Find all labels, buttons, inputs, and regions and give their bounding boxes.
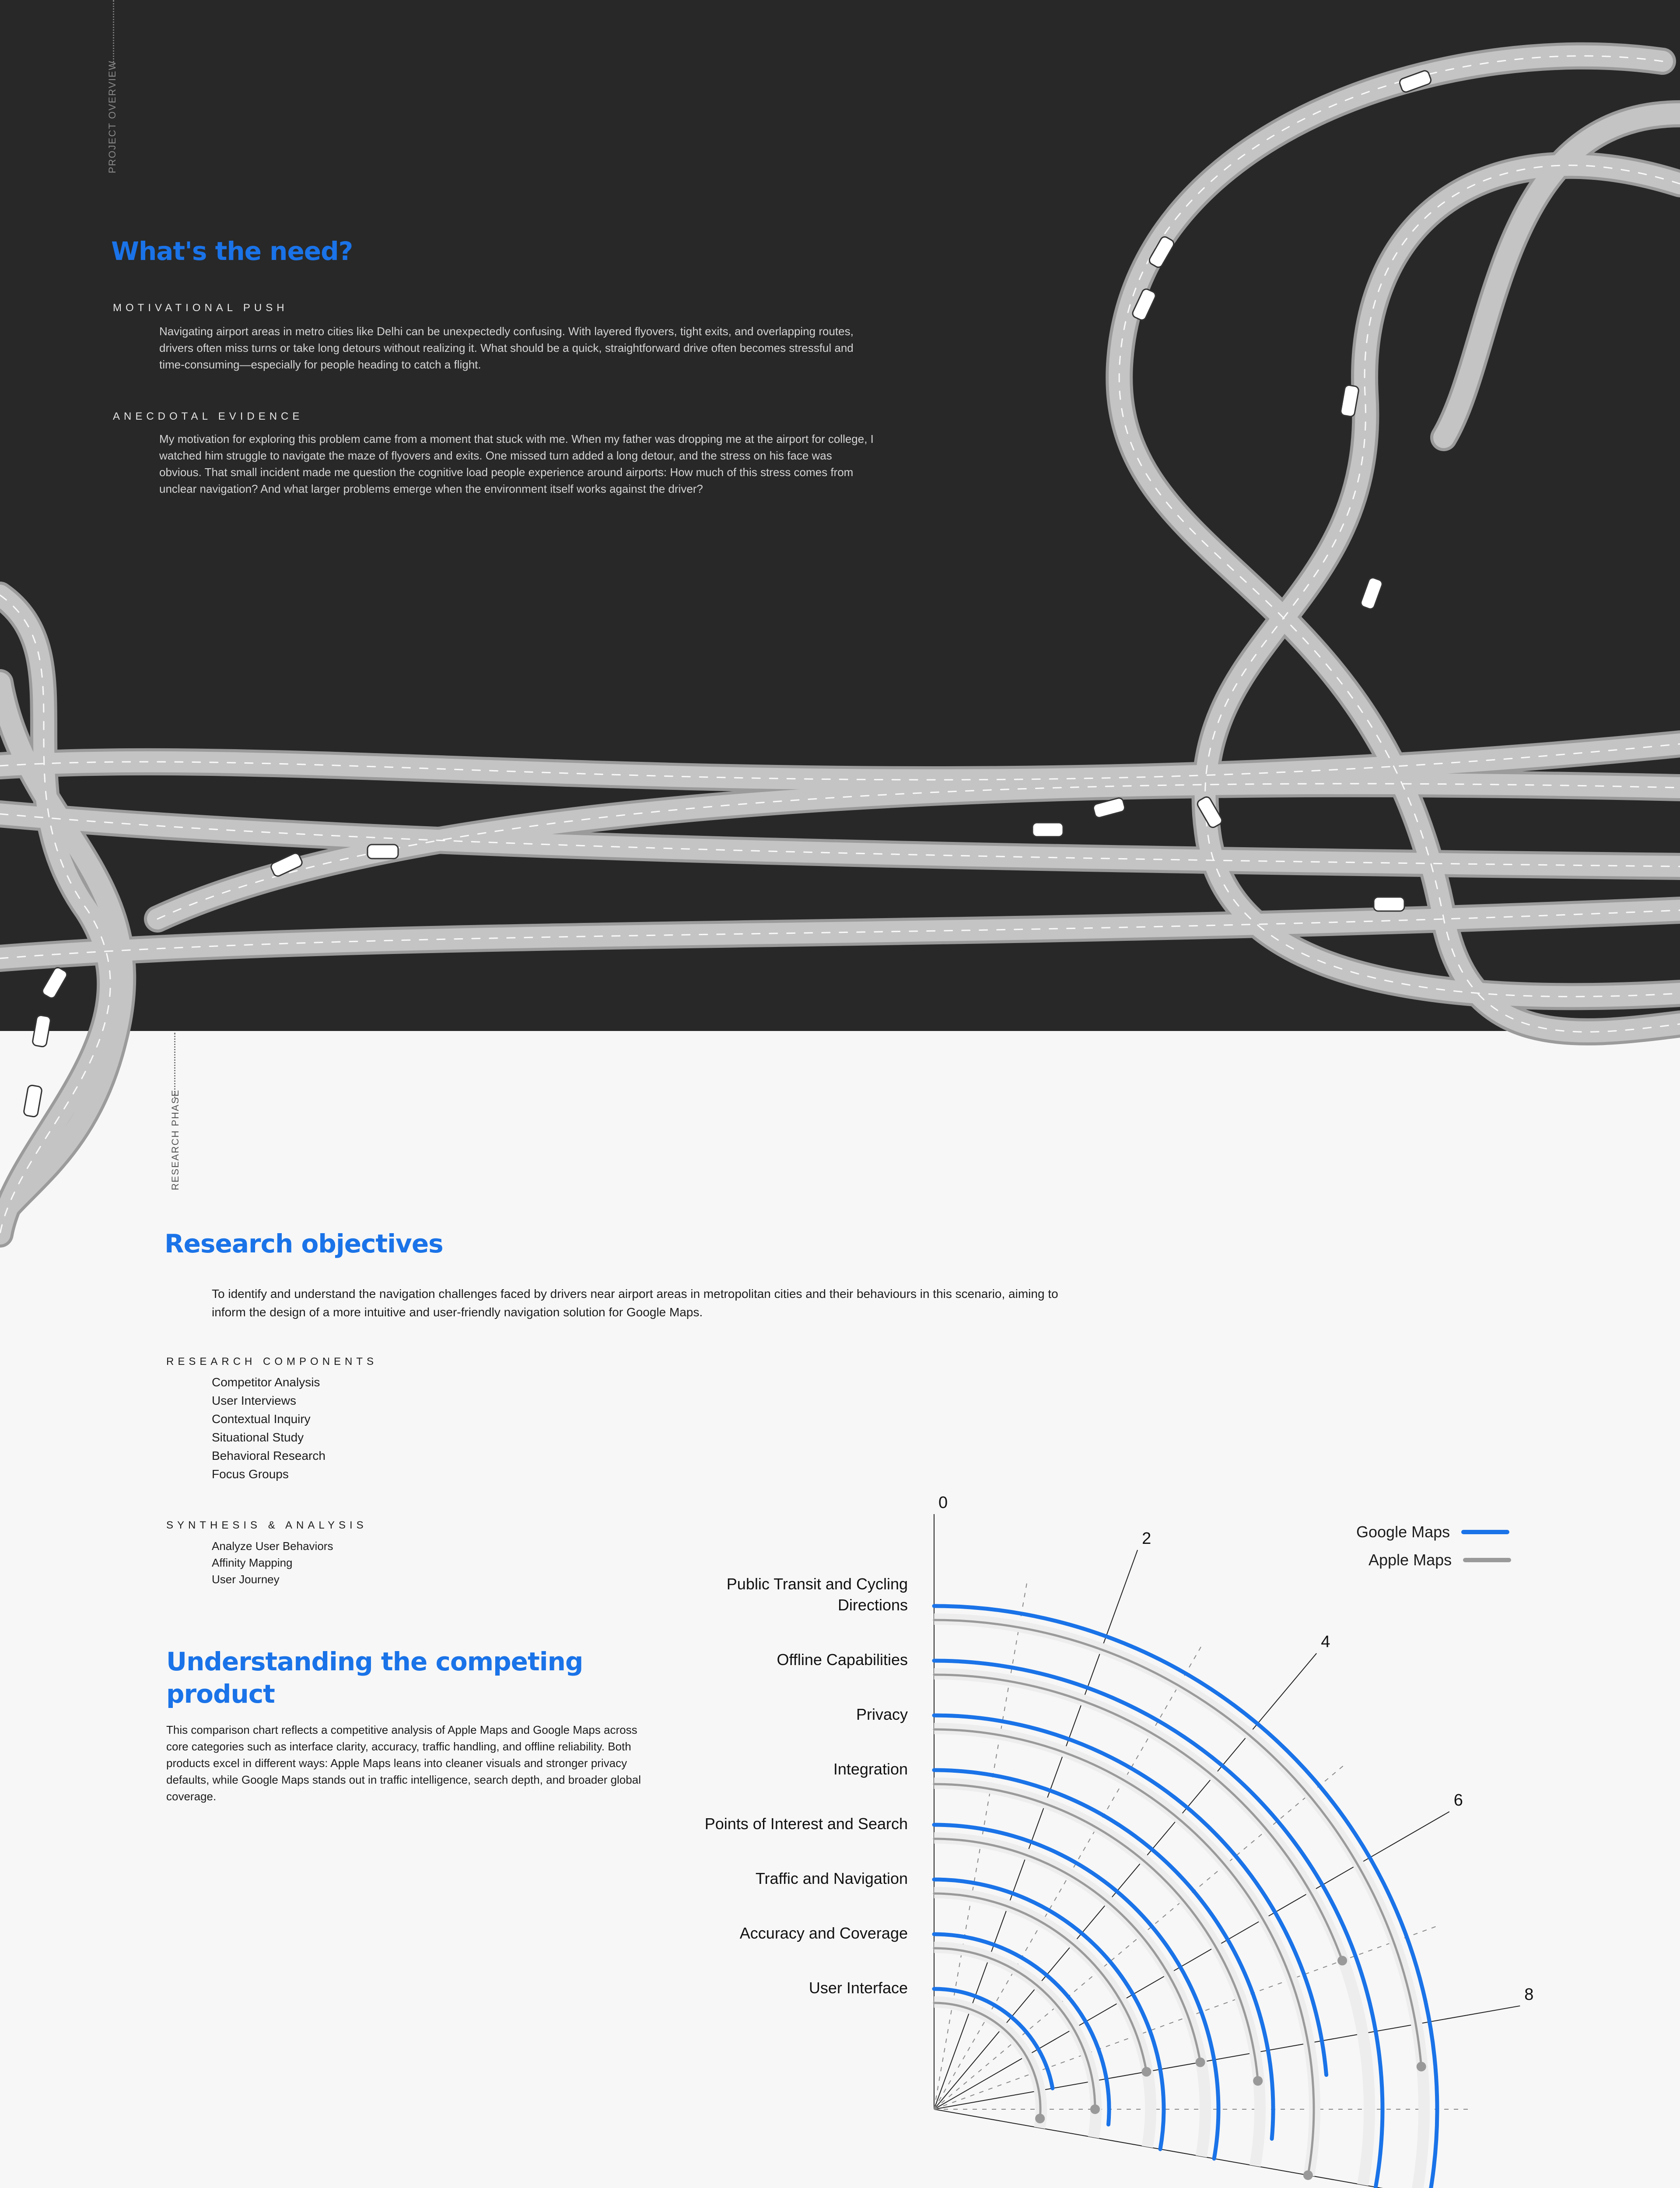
legend-google xyxy=(1356,1523,1509,1541)
apple-endpoint xyxy=(1417,2062,1426,2072)
apple-endpoint xyxy=(1090,2104,1100,2114)
legend-google-label: Google Maps xyxy=(1356,1523,1450,1541)
apple-endpoint xyxy=(1303,2170,1313,2180)
list-item: Affinity Mapping xyxy=(212,1556,293,1569)
apple-endpoint xyxy=(1196,2058,1205,2067)
research-phase-rule xyxy=(174,1033,175,1098)
category-label: User Interface xyxy=(808,1979,908,1997)
list-item: Contextual Inquiry xyxy=(212,1412,311,1426)
category-label: Privacy xyxy=(856,1705,908,1723)
list-item: Situational Study xyxy=(212,1431,304,1444)
page-title: What's the need? xyxy=(111,236,353,266)
list-item: Focus Groups xyxy=(212,1467,289,1481)
apple-endpoint xyxy=(1337,1956,1347,1965)
category-label: Offline Capabilities xyxy=(777,1651,908,1669)
category-label: Integration xyxy=(833,1760,908,1778)
legend-google-swatch xyxy=(1461,1530,1509,1534)
anecdotal-eyebrow: ANECDOTAL EVIDENCE xyxy=(113,410,304,422)
tick-label: 0 xyxy=(938,1494,948,1512)
legend-apple-swatch xyxy=(1463,1558,1511,1562)
tick-label: 6 xyxy=(1453,1791,1463,1809)
motivational-text: Navigating airport areas in metro cities like Delhi can be unexpectedly confusing. With layered flyovers, tight exits, and overlapping routes, drivers often miss turns or take long detours without realizing it. What should be a quick, straightforward drive often becomes stressful and time-consuming—especially for people heading to catch a flight. xyxy=(159,325,854,371)
research-objective-text: To identify and understand the navigation challenges faced by drivers near airport areas in metropolitan cities and their behaviours in this scenario, aiming to inform the design of a more intuitive and user-friendly navigation solution for Google Maps. xyxy=(212,1287,1058,1319)
legend-apple xyxy=(1368,1551,1511,1569)
category-label: Public Transit and Cycling Directions xyxy=(726,1575,908,1614)
research-phase-label: RESEARCH PHASE xyxy=(170,1089,181,1190)
list-item: Competitor Analysis xyxy=(212,1375,320,1389)
radial-chart-svg xyxy=(691,1494,1540,2188)
synthesis-eyebrow: SYNTHESIS & ANALYSIS xyxy=(166,1519,368,1531)
tick-label: 4 xyxy=(1321,1633,1330,1652)
competing-product-text: This comparison chart reflects a competitive analysis of Apple Maps and Google Maps across core categories such as interface clarity, accuracy, traffic handling, and offline reliability. Both products excel in different ways: Apple Maps leans into cleaner visuals and stronger privacy defaults, while Google Maps stands out in traffic intelligence, search depth, and broader global coverage. xyxy=(166,1723,641,1803)
research-components-eyebrow: RESEARCH COMPONENTS xyxy=(166,1356,378,1368)
legend-apple-label: Apple Maps xyxy=(1368,1551,1452,1569)
competing-product-heading: Understanding the competing product xyxy=(166,1647,583,1709)
tick-label: 8 xyxy=(1524,1985,1534,2004)
list-item: User Interviews xyxy=(212,1394,296,1407)
radial-comparison-chart xyxy=(691,1494,1540,2188)
research-components-list xyxy=(212,1373,326,1483)
motivational-eyebrow: MOTIVATIONAL PUSH xyxy=(113,302,288,314)
anecdotal-text: My motivation for exploring this problem came from a moment that stuck with me. When my father was dropping me at the airport for college, I watched him struggle to navigate the maze of flyovers and exits. One missed turn added a long detour, and the stress on his face was obvious. That small incident made me question the cognitive load people experience around airports: How much of this stress comes from unclear navigation? And what larger problems emerge when the environment itself works against the driver? xyxy=(159,432,874,495)
apple-endpoint xyxy=(1035,2114,1045,2123)
list-item: Analyze User Behaviors xyxy=(212,1539,333,1553)
category-label: Traffic and Navigation xyxy=(755,1869,908,1887)
research-objectives-heading: Research objectives xyxy=(164,1229,443,1259)
list-item: Behavioral Research xyxy=(212,1449,326,1462)
project-overview-rule xyxy=(113,0,114,66)
apple-endpoint xyxy=(1253,2076,1263,2086)
category-label: Points of Interest and Search xyxy=(704,1815,908,1833)
project-overview-label: PROJECT OVERVIEW xyxy=(107,60,118,173)
apple-endpoint xyxy=(1142,2067,1152,2076)
synthesis-list xyxy=(212,1538,333,1588)
category-label: Accuracy and Coverage xyxy=(739,1924,908,1942)
project-overview-section xyxy=(0,0,1680,1031)
tick-label: 2 xyxy=(1142,1529,1152,1548)
list-item: User Journey xyxy=(212,1573,280,1586)
